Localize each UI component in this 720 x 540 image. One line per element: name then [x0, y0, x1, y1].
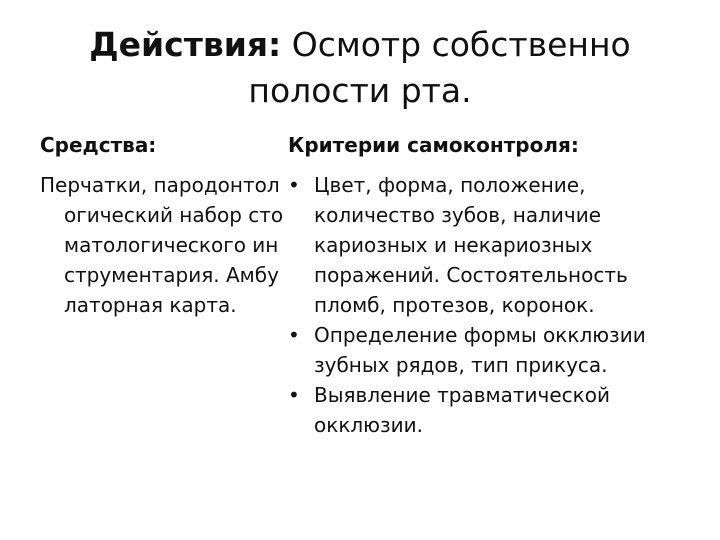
- bullet-icon: •: [288, 173, 300, 197]
- criteria-item-text: Выявление травматической окклюзии.: [314, 383, 610, 437]
- slide-title: [60, 22, 660, 114]
- criteria-item: [288, 170, 688, 320]
- means-text: Перчатки, пародонтологический набор стоматологического инструментария. Амбулаторная карта.: [40, 173, 284, 317]
- means-column: [40, 130, 285, 320]
- title-rest: Осмотр собственно полости рта.: [248, 25, 631, 110]
- bullet-icon: •: [288, 323, 300, 347]
- criteria-item: [288, 320, 688, 380]
- bullet-icon: •: [288, 383, 300, 407]
- criteria-item-text: Определение формы окклюзии зубных рядов, тип прикуса.: [314, 323, 646, 377]
- criteria-list: [288, 170, 688, 440]
- criteria-column: [288, 130, 688, 440]
- means-heading: Средства:: [40, 133, 157, 157]
- title-bold: Действия:: [89, 25, 282, 64]
- criteria-item: [288, 380, 688, 440]
- criteria-heading: Критерии самоконтроля:: [288, 133, 579, 157]
- criteria-item-text: Цвет, форма, положение, количество зубов, наличие кариозных и некариозных поражений. Состоятельность пломб, протезов, коронок.: [314, 173, 628, 317]
